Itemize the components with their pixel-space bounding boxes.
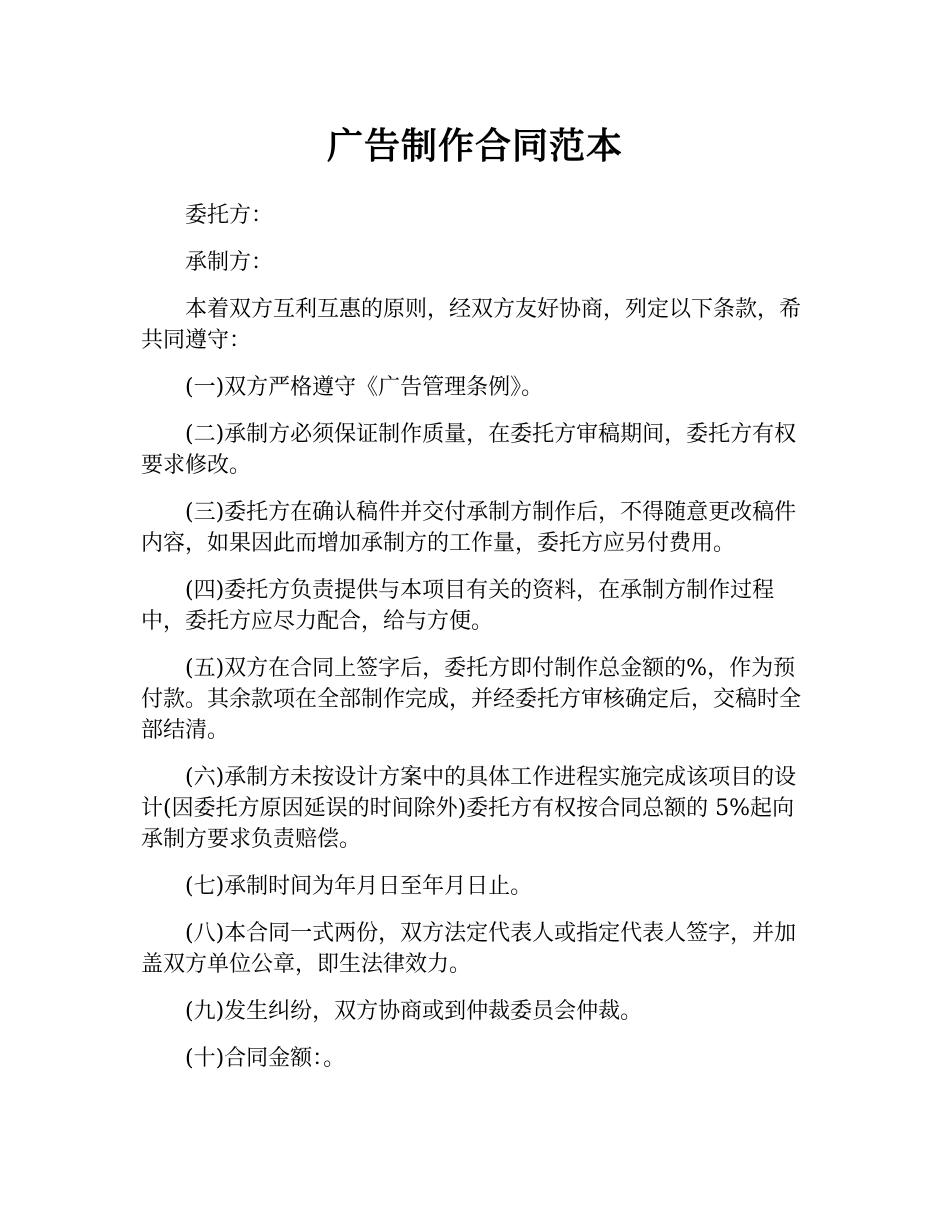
document-body xyxy=(141,200,813,1090)
clause-2: (二)承制方必须保证制作质量，在委托方审稿期间，委托方有权要求修改。 xyxy=(141,422,797,478)
document-title: 广告制作合同范本 xyxy=(326,126,623,167)
clause-10: (十)合同金额：。 xyxy=(185,1046,346,1071)
paragraph-preamble: 本着双方互利互惠的原则，经双方友好协商，列定以下条款，希共同遵守： xyxy=(141,297,802,353)
clause-1: (一)双方严格遵守《广告管理条例》。 xyxy=(185,375,544,400)
clause-7: (七)承制时间为年月日至年月日止。 xyxy=(185,874,533,899)
clause-8: (八)本合同一式两份，双方法定代表人或指定代表人签字，并加盖双方单位公章，即生法律效力。 xyxy=(141,921,797,977)
clause-3: (三)委托方在确认稿件并交付承制方制作后，不得随意更改稿件内容，如果因此而增加承制方的工作量，委托方应另付费用。 xyxy=(141,500,797,556)
paragraph-contractor: 承制方： xyxy=(185,250,274,275)
clause-6: (六)承制方未按设计方案中的具体工作进程实施完成该项目的设计(因委托方原因延误的时间除外)委托方有权按合同总额的 5%起向承制方要求负责赔偿。 xyxy=(141,765,797,852)
paragraph-client: 委托方： xyxy=(185,203,274,228)
clause-9: (九)发生纠纷，双方协商或到仲裁委员会仲裁。 xyxy=(185,999,643,1024)
clause-5: (五)双方在合同上签字后，委托方即付制作总金额的%，作为预付款。其余款项在全部制作完成，并经委托方审核确定后，交稿时全部结清。 xyxy=(141,656,802,743)
clause-4: (四)委托方负责提供与本项目有关的资料，在承制方制作过程中，委托方应尽力配合，给与方便。 xyxy=(141,578,775,634)
